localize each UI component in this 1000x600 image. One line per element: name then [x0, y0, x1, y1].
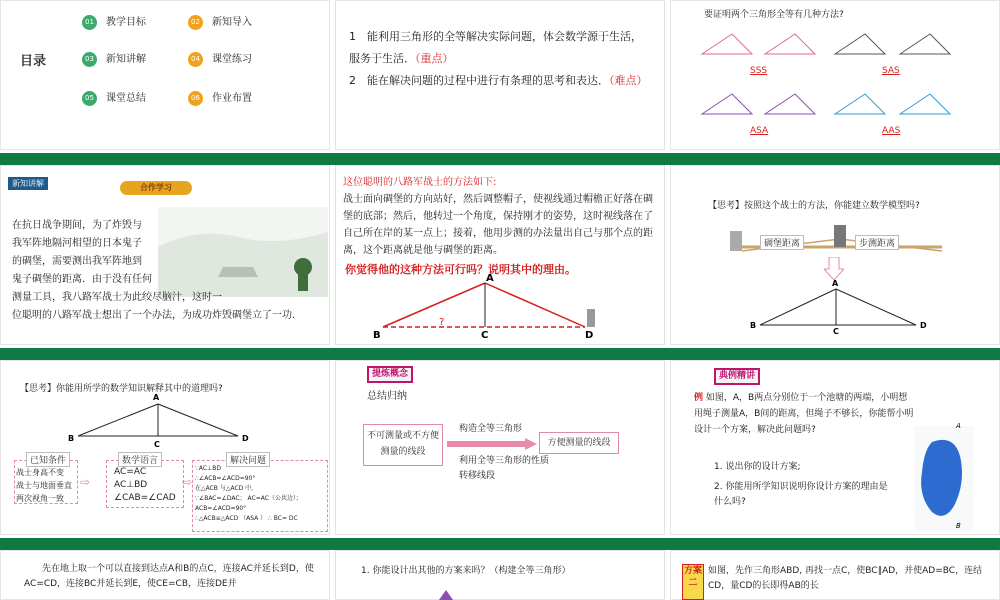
reasoning-triangle — [0, 400, 330, 442]
banner: 合作学习 — [120, 181, 192, 195]
summary-label: 总结归纳 — [367, 391, 407, 402]
slide-goals[interactable] — [335, 0, 665, 150]
step-distance-label: 步测距离 — [855, 235, 899, 250]
slide-other-plans[interactable] — [335, 550, 665, 600]
section-tag: 提炼概念 — [367, 366, 413, 383]
method-label: AAS — [882, 126, 901, 136]
model-prompt: 【思考】按照这个战士的方法，你能建立数学模型吗? — [708, 201, 920, 211]
down-arrow-icon — [824, 257, 844, 281]
arrow-bottom-text: 利用全等三角形的性质转移线段 — [459, 456, 550, 481]
arrow-right-icon — [447, 438, 537, 450]
story-line: 位聪明的八路军战士想出了一个办法，为成功炸毁碉堡立了一功． — [12, 310, 302, 321]
box-unmeasurable: 不可测量或不方便测量的线段 — [363, 424, 443, 466]
slide-reasoning[interactable] — [0, 360, 330, 535]
story-line: 测量工具，我八路军战士为此绞尽脑汁，这时一 — [12, 292, 222, 303]
solution-text: 先在地上取一个可以直接到达点A和B的点C，连接AC并延长到D，使AC=CD，连接BC并延长到E，使CE=CB，连接DE并 — [24, 564, 314, 589]
slide-toc[interactable] — [0, 0, 330, 150]
toc-title: 目录 — [20, 54, 47, 69]
question-1: 1. 说出你的设计方案; — [714, 462, 801, 472]
separator-band — [0, 538, 1000, 550]
goal-1: 1 能利用三角形的全等解决实际问题，体会数学源于生活，服务于生活．（重点） — [349, 30, 642, 65]
toc-num: 04 — [188, 52, 203, 67]
toc-item[interactable]: 新知讲解 — [106, 54, 146, 65]
figure — [335, 275, 665, 345]
point-label: A — [956, 422, 961, 430]
separator-band — [0, 153, 1000, 165]
slide-story[interactable] — [0, 165, 330, 345]
section-tag: 新知讲解 — [8, 177, 48, 190]
reasoning-prompt: 【思考】你能用所学的数学知识解释其中的道理吗? — [20, 384, 223, 394]
math-lines: AC=AC AC⊥BD ∠CAB=∠CAD — [114, 467, 176, 503]
plan-label: 方案二 — [682, 564, 704, 600]
slide-plan-2[interactable] — [670, 550, 1000, 600]
example-text: 例 如图，A，B两点分别位于一个池塘的两端，小明想用绳子测量A，B间的距离，但绳子不够长，你能帮小明设计一个方案，解决此问题吗? — [694, 393, 914, 435]
point-label: D — [585, 330, 594, 341]
toc-item[interactable]: 新知导入 — [212, 17, 252, 28]
known-lines: 战士身高不变 战士与地面垂直 两次视角一致 — [16, 468, 72, 503]
story-line: 的碉堡，需要测出我军阵地到 — [12, 256, 142, 267]
slide-model[interactable] — [670, 165, 1000, 345]
story-line: 鬼子碉堡的距离．由于没有任何 — [12, 274, 152, 285]
point-label: B — [750, 321, 757, 330]
point-label: A — [486, 273, 494, 284]
illustration — [158, 207, 328, 297]
solve-title: 解决问题 — [226, 452, 270, 467]
toc-item[interactable]: 教学目标 — [106, 17, 146, 28]
methods-question: 要证明两个三角形全等有几种方法? — [704, 10, 844, 20]
method-question: 你觉得他的这种方法可行吗？说明其中的理由。 — [345, 263, 576, 276]
point-label: C — [154, 440, 160, 449]
method-label: SAS — [882, 66, 900, 76]
method-label: ASA — [750, 126, 769, 136]
point-label: D — [242, 434, 249, 443]
goal-2: 2 能在解决问题的过程中进行有条理的思考和表达．（难点） — [349, 74, 648, 87]
plan-text: 如图，先作三角形ABD, 再找一点C，使BC∥AD，并使AD=BC，连结CD，量CD的长即得AB的长 — [708, 566, 983, 591]
method-body: 战士面向碉堡的方向站好，然后调整帽子，使视线通过帽檐正好落在碉堡的底部；然后，他转过一个角度，保持刚才的姿势，这时视线落在了自己所在岸的某一点上；接着，他用步测的办法量出自己与那个点的距离，这个距离就是他与碉堡的距离。 — [343, 194, 653, 256]
arrow-top-text: 构造全等三角形 — [459, 424, 523, 434]
separator-band — [0, 348, 1000, 360]
method-label: SSS — [750, 66, 768, 76]
method-heading: 这位聪明的八路军战士的方法如下: — [343, 177, 497, 188]
arrow-right-icon: ⇨ — [80, 475, 91, 489]
section-tag: 典例精讲 — [714, 368, 760, 385]
fort-distance-label: 碉堡距离 — [760, 235, 804, 250]
known-title: 已知条件 — [26, 452, 70, 467]
question-2: 2. 你能用所学知识说明你设计方案的理由是什么吗? — [714, 482, 888, 507]
point-label: D — [920, 321, 927, 330]
box-measurable: 方便测量的线段 — [539, 432, 619, 454]
toc-num: 01 — [82, 15, 97, 30]
story-line: 我军阵地隔河相望的日本鬼子 — [12, 238, 142, 249]
toc-num: 06 — [188, 91, 203, 106]
toc-num: 03 — [82, 52, 97, 67]
slide-solution-1[interactable] — [0, 550, 330, 600]
toc-num: 05 — [82, 91, 97, 106]
unknown-mark: ? — [439, 317, 445, 328]
story-line: 在抗日战争期间，为了炸毁与 — [12, 220, 142, 231]
triangle-pairs — [670, 22, 1000, 137]
point-label: A — [832, 279, 839, 288]
triangle-icon — [439, 590, 453, 600]
slide-summary[interactable] — [335, 360, 665, 535]
slide-method[interactable] — [335, 165, 665, 345]
toc-item[interactable]: 作业布置 — [212, 93, 252, 104]
math-title: 数学语言 — [118, 452, 162, 467]
point-label: B — [373, 330, 381, 341]
toc-item[interactable]: 课堂总结 — [106, 93, 146, 104]
other-plans-text: 1. 你能设计出其他的方案来吗？（构建全等三角形） — [361, 566, 571, 576]
point-label: B — [68, 434, 75, 443]
point-label: C — [481, 330, 489, 341]
pond-figure — [914, 426, 974, 531]
point-label: A — [153, 393, 160, 402]
slide-congruence-methods[interactable] — [670, 0, 1000, 150]
toc-num: 02 — [188, 15, 203, 30]
solve-lines: ∵AC⊥BD ∴∠ACB=∠ACD=90° 在△ACB 与△ACD 中, ∵∠BAC=∠DAC； AC=AC（公共边）； ACB=∠ACD=90° ∴△ACB≌△ACD （ASA ） ∴ BC= DC — [195, 465, 302, 522]
point-label: B — [956, 522, 961, 530]
arrow-right-icon: ⇨ — [182, 475, 193, 489]
toc-item[interactable]: 课堂练习 — [212, 54, 252, 65]
slide-example[interactable] — [670, 360, 1000, 535]
point-label: C — [833, 327, 839, 336]
